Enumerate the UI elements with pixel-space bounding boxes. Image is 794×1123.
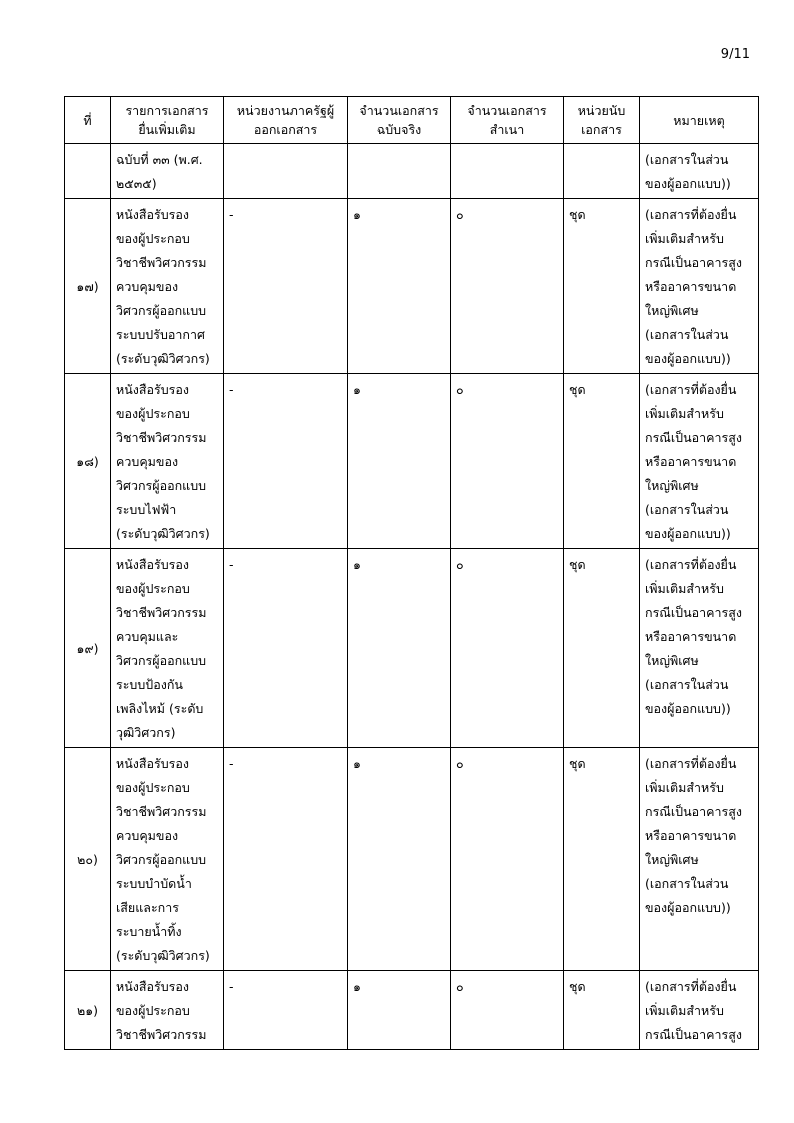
document-item-line: ของผู้ประกอบ (116, 406, 190, 421)
header-original: จำนวนเอกสาร ฉบับจริง (348, 97, 451, 144)
document-item-line: วุฒิวิศวกร) (116, 725, 176, 740)
note-line: ของผู้ออกแบบ)) (645, 701, 731, 716)
note-line: หรืออาคารขนาด (645, 629, 737, 644)
row-number-cell (65, 549, 111, 748)
document-item-line: วิชาชีพวิศวกรรม (116, 605, 207, 620)
document-item-line: วิศวกรผู้ออกแบบ (116, 478, 207, 493)
row-number-cell (65, 748, 111, 971)
table-row (65, 199, 759, 374)
note-line: หรืออาคารขนาด (645, 454, 737, 469)
note-cell (640, 748, 759, 971)
note-line: (เอกสารที่ต้องยื่น (645, 557, 737, 572)
document-item-line: ฉบับที่ ๓๓ (พ.ศ. (116, 152, 203, 167)
document-item-line: วิศวกรผู้ออกแบบ (116, 852, 207, 867)
row-number-cell (65, 971, 111, 1050)
document-item-line: ระบบไฟฟ้า (116, 502, 177, 517)
note-line: (เอกสารในส่วน (645, 327, 729, 342)
document-item-line: หนังสือรับรอง (116, 382, 189, 397)
note-cell (640, 971, 759, 1050)
document-item-line: ควบคุมของ (116, 454, 179, 469)
copy-count-cell (451, 199, 564, 374)
document-item-line: วิชาชีพวิศวกรรม (116, 255, 207, 270)
document-item-line: วิชาชีพวิศวกรรม (116, 430, 207, 445)
header-unit: หน่วยนับ เอกสาร (564, 97, 640, 144)
row-number-text: ๑๗) (76, 279, 99, 294)
unit-cell (564, 549, 640, 748)
document-item-line: หนังสือรับรอง (116, 207, 189, 222)
note-line: กรณีเป็นอาคารสูง (645, 804, 742, 819)
header-note: หมายเหตุ (640, 97, 759, 144)
document-table (64, 96, 759, 1050)
document-item-line: ของผู้ประกอบ (116, 231, 190, 246)
copy-count-text: ๐ (456, 382, 464, 397)
note-line: กรณีเป็นอาคารสูง (645, 605, 742, 620)
document-item-line: ของผู้ประกอบ (116, 581, 190, 596)
note-line: เพิ่มเติมสำหรับ (645, 581, 724, 596)
table-row (65, 748, 759, 971)
original-count-cell (348, 144, 451, 199)
header-agency: หน่วยงานภาครัฐผู้ ออกเอกสาร (224, 97, 348, 144)
note-line: เพิ่มเติมสำหรับ (645, 1003, 724, 1018)
unit-cell (564, 748, 640, 971)
note-line: (เอกสารในส่วน (645, 677, 729, 692)
table-row (65, 374, 759, 549)
issuing-agency-cell (224, 549, 348, 748)
copy-count-cell (451, 971, 564, 1050)
copy-count-text: ๐ (456, 207, 464, 222)
original-count-text: ๑ (353, 207, 361, 222)
unit-text: ชุด (569, 979, 586, 994)
unit-text: ชุด (569, 382, 586, 397)
row-number-text: ๑๙) (76, 641, 99, 656)
issuing-agency-text: - (229, 382, 234, 397)
document-item-line: ระบบปรับอากาศ (116, 327, 205, 342)
table-row (65, 971, 759, 1050)
copy-count-cell (451, 748, 564, 971)
document-item-line: ควบคุมของ (116, 279, 179, 294)
document-item-line: เสียและการ (116, 900, 179, 915)
note-line: (เอกสารที่ต้องยื่น (645, 756, 737, 771)
document-item-cell (111, 144, 224, 199)
header-item: รายการเอกสาร ยื่นเพิ่มเติม (111, 97, 224, 144)
table-body (65, 144, 759, 1050)
document-item-line: ควบคุมและ (116, 629, 179, 644)
unit-text: ชุด (569, 207, 586, 222)
note-cell (640, 199, 759, 374)
header-no: ที่ (65, 97, 111, 144)
issuing-agency-cell (224, 971, 348, 1050)
row-number-cell (65, 199, 111, 374)
row-number-cell (65, 144, 111, 199)
unit-text: ชุด (569, 756, 586, 771)
document-item-line: วิศวกรผู้ออกแบบ (116, 303, 207, 318)
note-line: (เอกสารในส่วน (645, 876, 729, 891)
row-number-text: ๑๘) (76, 454, 99, 469)
copy-count-text: ๐ (456, 756, 464, 771)
document-item-cell (111, 199, 224, 374)
copy-count-cell (451, 374, 564, 549)
note-line: ของผู้ออกแบบ)) (645, 900, 731, 915)
note-line: ของผู้ออกแบบ)) (645, 176, 731, 191)
issuing-agency-text: - (229, 979, 234, 994)
note-line: ใหญ่พิเศษ (645, 653, 699, 668)
document-item-line: ระบบบำบัดน้ำ (116, 876, 192, 891)
document-item-line: ควบคุมของ (116, 828, 179, 843)
note-cell (640, 144, 759, 199)
copy-count-text: ๐ (456, 557, 464, 572)
original-count-cell (348, 549, 451, 748)
document-item-line: ระบายน้ำทิ้ง (116, 924, 182, 939)
unit-text: ชุด (569, 557, 586, 572)
note-line: ของผู้ออกแบบ)) (645, 526, 731, 541)
issuing-agency-cell (224, 199, 348, 374)
document-item-line: เพลิงไหม้ (ระดับ (116, 701, 204, 716)
issuing-agency-cell (224, 144, 348, 199)
note-line: (เอกสารที่ต้องยื่น (645, 979, 737, 994)
issuing-agency-text: - (229, 756, 234, 771)
note-line: (เอกสารในส่วน (645, 502, 729, 517)
document-item-line: (ระดับวุฒิวิศวกร) (116, 948, 210, 963)
page-number: 9/11 (720, 47, 750, 62)
document-item-line: (ระดับวุฒิวิศวกร) (116, 351, 210, 366)
row-number-cell (65, 374, 111, 549)
note-line: กรณีเป็นอาคารสูง (645, 255, 742, 270)
original-count-text: ๑ (353, 756, 361, 771)
row-number-text: ๒๑) (76, 1003, 99, 1018)
document-item-line: ๒๕๓๕) (116, 176, 157, 191)
copy-count-cell (451, 549, 564, 748)
original-count-cell (348, 199, 451, 374)
note-line: ของผู้ออกแบบ)) (645, 351, 731, 366)
document-item-line: ของผู้ประกอบ (116, 780, 190, 795)
row-number-text: ๒๐) (77, 852, 98, 867)
note-cell (640, 374, 759, 549)
document-item-line: วิศวกรผู้ออกแบบ (116, 653, 207, 668)
document-item-cell (111, 374, 224, 549)
note-line: (เอกสารที่ต้องยื่น (645, 382, 737, 397)
document-item-line: หนังสือรับรอง (116, 557, 189, 572)
original-count-text: ๑ (353, 557, 361, 572)
original-count-cell (348, 971, 451, 1050)
document-item-cell (111, 971, 224, 1050)
note-line: กรณีเป็นอาคารสูง (645, 430, 742, 445)
unit-cell (564, 374, 640, 549)
copy-count-text: ๐ (456, 979, 464, 994)
table-row (65, 549, 759, 748)
original-count-cell (348, 748, 451, 971)
document-item-line: หนังสือรับรอง (116, 756, 189, 771)
document-item-line: วิชาชีพวิศวกรรม (116, 804, 207, 819)
note-line: (เอกสารที่ต้องยื่น (645, 207, 737, 222)
issuing-agency-cell (224, 374, 348, 549)
note-line: กรณีเป็นอาคารสูง (645, 1027, 742, 1042)
note-line: ใหญ่พิเศษ (645, 852, 699, 867)
original-count-text: ๑ (353, 382, 361, 397)
header-copy: จำนวนเอกสาร สำเนา (451, 97, 564, 144)
document-item-line: วิชาชีพวิศวกรรม (116, 1027, 207, 1042)
note-line: หรืออาคารขนาด (645, 828, 737, 843)
note-cell (640, 549, 759, 748)
note-line: (เอกสารในส่วน (645, 152, 729, 167)
note-line: เพิ่มเติมสำหรับ (645, 406, 724, 421)
document-item-cell (111, 748, 224, 971)
copy-count-cell (451, 144, 564, 199)
document-item-line: หนังสือรับรอง (116, 979, 189, 994)
note-line: หรืออาคารขนาด (645, 279, 737, 294)
document-item-line: (ระดับวุฒิวิศวกร) (116, 526, 210, 541)
original-count-text: ๑ (353, 979, 361, 994)
note-line: เพิ่มเติมสำหรับ (645, 231, 724, 246)
document-item-line: ของผู้ประกอบ (116, 1003, 190, 1018)
document-item-line: ระบบป้องกัน (116, 677, 183, 692)
unit-cell (564, 199, 640, 374)
table-row (65, 144, 759, 199)
unit-cell (564, 144, 640, 199)
note-line: ใหญ่พิเศษ (645, 478, 699, 493)
issuing-agency-text: - (229, 207, 234, 222)
note-line: เพิ่มเติมสำหรับ (645, 780, 724, 795)
note-line: ใหญ่พิเศษ (645, 303, 699, 318)
unit-cell (564, 971, 640, 1050)
table-header-row (65, 97, 759, 144)
issuing-agency-text: - (229, 557, 234, 572)
issuing-agency-cell (224, 748, 348, 971)
document-item-cell (111, 549, 224, 748)
original-count-cell (348, 374, 451, 549)
